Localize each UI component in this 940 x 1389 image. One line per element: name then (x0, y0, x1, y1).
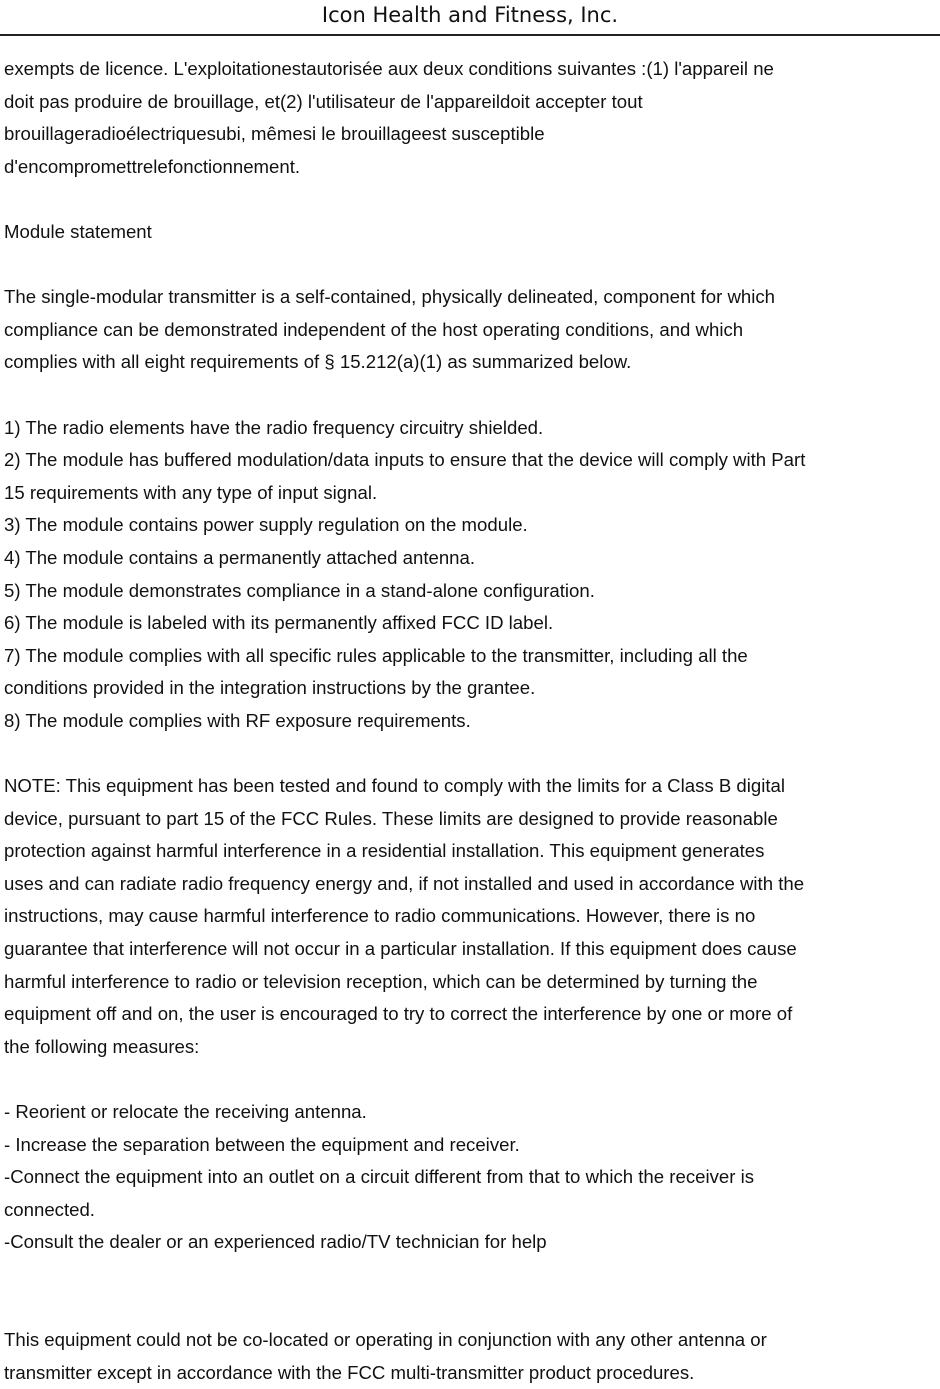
spacer (4, 737, 938, 770)
document-body (4, 53, 938, 1389)
list-item: - Reorient or relocate the receiving antenna. (4, 1101, 367, 1122)
spacer (4, 183, 938, 216)
text-line: protection against harmful interference in a residential installation. This equipment generates (4, 840, 765, 862)
module-intro (4, 281, 938, 379)
text-line: exempts de licence. L'exploitationestautorisée aux deux conditions suivantes :(1) l'appareil ne (4, 58, 774, 79)
spacer (4, 1259, 938, 1292)
text-line: transmitter except in accordance with the FCC multi-transmitter product procedures. (4, 1361, 695, 1383)
spacer (4, 1292, 938, 1325)
list-item: 15 requirements with any type of input signal. (4, 481, 378, 503)
page-header (0, 0, 940, 34)
text-line: uses and can radiate radio frequency energy and, if not installed and used in accordance with the (4, 872, 805, 894)
text-line: compliance can be demonstrated independent of the host operating conditions, and which (4, 318, 744, 340)
text-line: This equipment could not be co-located or operating in conjunction with any other antenna or (4, 1329, 767, 1351)
french-notice (4, 53, 938, 183)
spacer (4, 249, 938, 282)
text-line: d'encompromettrelefonctionnement. (4, 155, 301, 177)
company-name: Icon Health and Fitness, Inc. (321, 3, 619, 27)
text-line: brouillageradioélectriquesubi, mêmesi le brouillageest susceptible (4, 123, 545, 145)
text-line: equipment off and on, the user is encouraged to try to correct the interference by one or more of (4, 1003, 793, 1025)
final-statement (4, 1324, 938, 1389)
list-item: 7) The module complies with all specific rules applicable to the transmitter, including all the (4, 644, 748, 666)
list-item: -Connect the equipment into an outlet on a circuit different from that to which the receiver is (4, 1166, 755, 1188)
text-line: doit pas produire de brouillage, et(2) l'utilisateur de l'appareildoit accepter tout (4, 90, 643, 112)
text-line: device, pursuant to part 15 of the FCC Rules. These limits are designed to provide reasonable (4, 807, 778, 829)
list-item: 4) The module contains a permanently attached antenna. (4, 546, 476, 568)
text-line: the following measures: (4, 1035, 200, 1057)
list-item: conditions provided in the integration instructions by the grantee. (4, 677, 536, 699)
list-item: 6) The module is labeled with its permanently affixed FCC ID label. (4, 612, 554, 634)
list-item: 8) The module complies with RF exposure requirements. (4, 709, 471, 731)
list-item: connected. (4, 1198, 95, 1220)
list-item: - Increase the separation between the equipment and receiver. (4, 1133, 520, 1155)
list-item: 1) The radio elements have the radio frequency circuitry shielded. (4, 416, 544, 438)
list-item: -Consult the dealer or an experienced radio/TV technician for help (4, 1231, 547, 1253)
measures-list (4, 1096, 938, 1259)
list-item: 5) The module demonstrates compliance in a stand-alone configuration. (4, 579, 595, 601)
requirements-list (4, 412, 938, 738)
list-item: 3) The module contains power supply regulation on the module. (4, 514, 528, 536)
spacer (4, 379, 938, 412)
text-line: guarantee that interference will not occur in a particular installation. If this equipment does cause (4, 938, 797, 960)
text-line: NOTE: This equipment has been tested and found to comply with the limits for a Class B digital (4, 775, 785, 797)
text-line: complies with all eight requirements of § 15.212(a)(1) as summarized below. (4, 351, 632, 373)
header-divider (0, 34, 940, 36)
fcc-note (4, 770, 938, 1063)
spacer (4, 1063, 938, 1096)
text-line: harmful interference to radio or television reception, which can be determined by turning the (4, 970, 758, 992)
list-item: 2) The module has buffered modulation/data inputs to ensure that the device will comply with Part (4, 449, 806, 471)
text-line: The single-modular transmitter is a self-contained, physically delineated, component for which (4, 286, 775, 308)
section-heading: Module statement (4, 220, 152, 242)
text-line: instructions, may cause harmful interference to radio communications. However, there is no (4, 905, 756, 927)
